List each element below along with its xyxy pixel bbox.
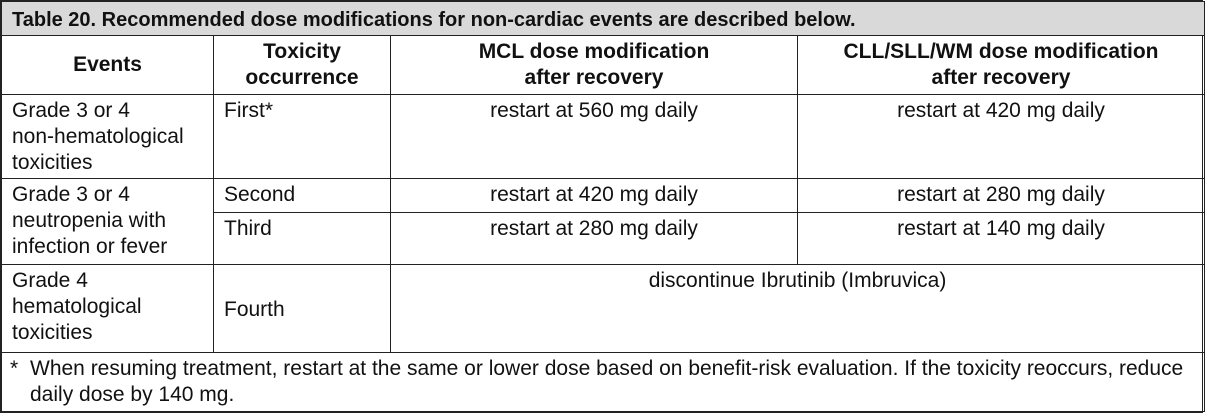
event-hematological: [2, 265, 214, 353]
discontinue-cell: discontinue Ibrutinib (Imbruvica): [391, 265, 1205, 353]
event-line: neutropenia with: [12, 209, 167, 232]
event-line: Grade 3 or 4: [12, 183, 130, 206]
header-cll: [798, 36, 1205, 95]
cll-dose-cell: restart at 420 mg daily: [798, 95, 1205, 179]
footnote-row: [2, 353, 1205, 412]
header-mcl-line2: after recovery: [524, 66, 664, 89]
header-toxicity-line2: occurrence: [245, 66, 359, 89]
cll-dose-cell: restart at 280 mg daily: [798, 179, 1205, 213]
table-row: [2, 265, 1205, 353]
occurrence-cell: Third: [214, 213, 391, 265]
table-caption: Table 20. Recommended dose modifications for non-cardiac events are described below.: [2, 2, 1205, 36]
footnote-wrap: [10, 356, 1196, 408]
footnote-text: When resuming treatment, restart at the same or lower dose based on benefit-risk evaluation. If the toxicity reoccurs, reduce daily dose by 140 mg.: [30, 357, 1184, 406]
event-line: Grade 3 or 4: [12, 99, 130, 122]
footnote-marker: *: [10, 357, 19, 380]
header-toxicity-line1: Toxicity: [263, 40, 341, 63]
event-line: hematological: [12, 295, 142, 318]
header-events-label: Events: [73, 53, 142, 76]
header-mcl: [391, 36, 798, 95]
occurrence-cell: Fourth: [214, 265, 391, 353]
occurrence-cell: Second: [214, 179, 391, 213]
table-row: [2, 179, 1205, 213]
event-neutropenia: [2, 179, 214, 265]
mcl-dose-cell: restart at 280 mg daily: [391, 213, 798, 265]
header-toxicity: [214, 36, 391, 95]
dose-modification-table: [1, 1, 1205, 412]
mcl-dose-cell: restart at 420 mg daily: [391, 179, 798, 213]
occurrence-cell: First*: [214, 95, 391, 179]
event-line: non-hematological: [12, 125, 184, 148]
event-line: toxicities: [12, 151, 93, 174]
event-nonhematological: [2, 95, 214, 179]
event-line: infection or fever: [12, 235, 168, 258]
caption-row: [2, 2, 1205, 36]
event-line: Grade 4: [12, 269, 88, 292]
header-row: [2, 36, 1205, 95]
header-cll-line2: after recovery: [931, 66, 1071, 89]
event-line: toxicities: [12, 321, 93, 344]
header-mcl-line1: MCL dose modification: [478, 40, 710, 63]
header-cll-line1: CLL/SLL/WM dose modification: [843, 40, 1159, 63]
cll-dose-cell: restart at 140 mg daily: [798, 213, 1205, 265]
footnote: [2, 353, 1205, 412]
mcl-dose-cell: restart at 560 mg daily: [391, 95, 798, 179]
table-row: [2, 95, 1205, 179]
header-events: [2, 36, 214, 95]
